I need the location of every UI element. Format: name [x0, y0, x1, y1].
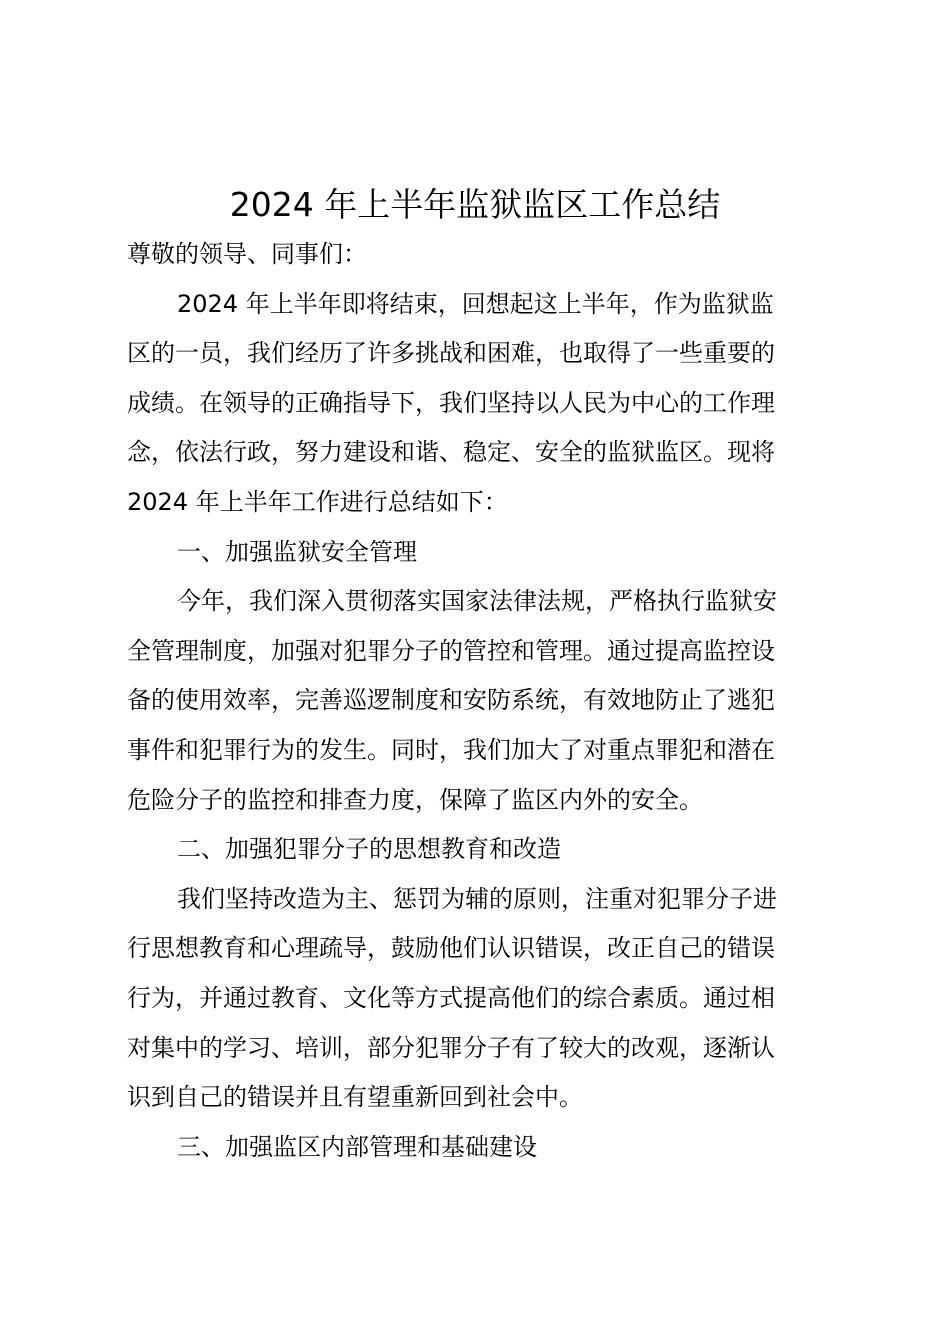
body-line: 2024 年上半年即将结束，回想起这上半年，作为监狱监 — [177, 289, 774, 318]
body-line: 行思想教育和心理疏导，鼓励他们认识错误，改正自己的错误 — [127, 934, 775, 963]
body-line: 行为，并通过教育、文化等方式提高他们的综合素质。通过相 — [127, 983, 775, 1012]
body-line: 今年，我们深入贯彻落实国家法律法规，严格执行监狱安 — [177, 587, 777, 616]
body-line: 我们坚持改造为主、惩罚为辅的原则，注重对犯罪分子进 — [177, 884, 777, 913]
body-line: 危险分子的监控和排查力度，保障了监区内外的安全。 — [127, 785, 703, 814]
body-line: 区的一员，我们经历了许多挑战和困难，也取得了一些重要的 — [127, 339, 775, 368]
document-title: 2024 年上半年监狱监区工作总结 — [229, 185, 721, 224]
body-line: 成绩。在领导的正确指导下，我们坚持以人民为中心的工作理 — [127, 388, 775, 417]
body-line: 全管理制度，加强对犯罪分子的管控和管理。通过提高监控设 — [127, 636, 775, 665]
body-line: 尊敬的领导、同事们： — [127, 240, 367, 268]
body-line: 事件和犯罪行为的发生。同时，我们加大了对重点罪犯和潜在 — [127, 735, 775, 764]
body-line: 2024 年上半年工作进行总结如下： — [127, 487, 508, 516]
body-line: 对集中的学习、培训，部分犯罪分子有了较大的改观，逐渐认 — [127, 1033, 775, 1062]
body-line: 识到自己的错误并且有望重新回到社会中。 — [127, 1083, 583, 1112]
body-line: 二、加强犯罪分子的思想教育和改造 — [177, 835, 561, 864]
body-line: 一、加强监狱安全管理 — [177, 537, 417, 566]
document-body — [127, 230, 833, 1172]
body-line: 三、加强监区内部管理和基础建设 — [177, 1132, 537, 1161]
body-line: 念，依法行政，努力建设和谐、稳定、安全的监狱监区。现将 — [127, 438, 775, 467]
body-line: 备的使用效率，完善巡逻制度和安防系统，有效地防止了逃犯 — [127, 686, 775, 715]
